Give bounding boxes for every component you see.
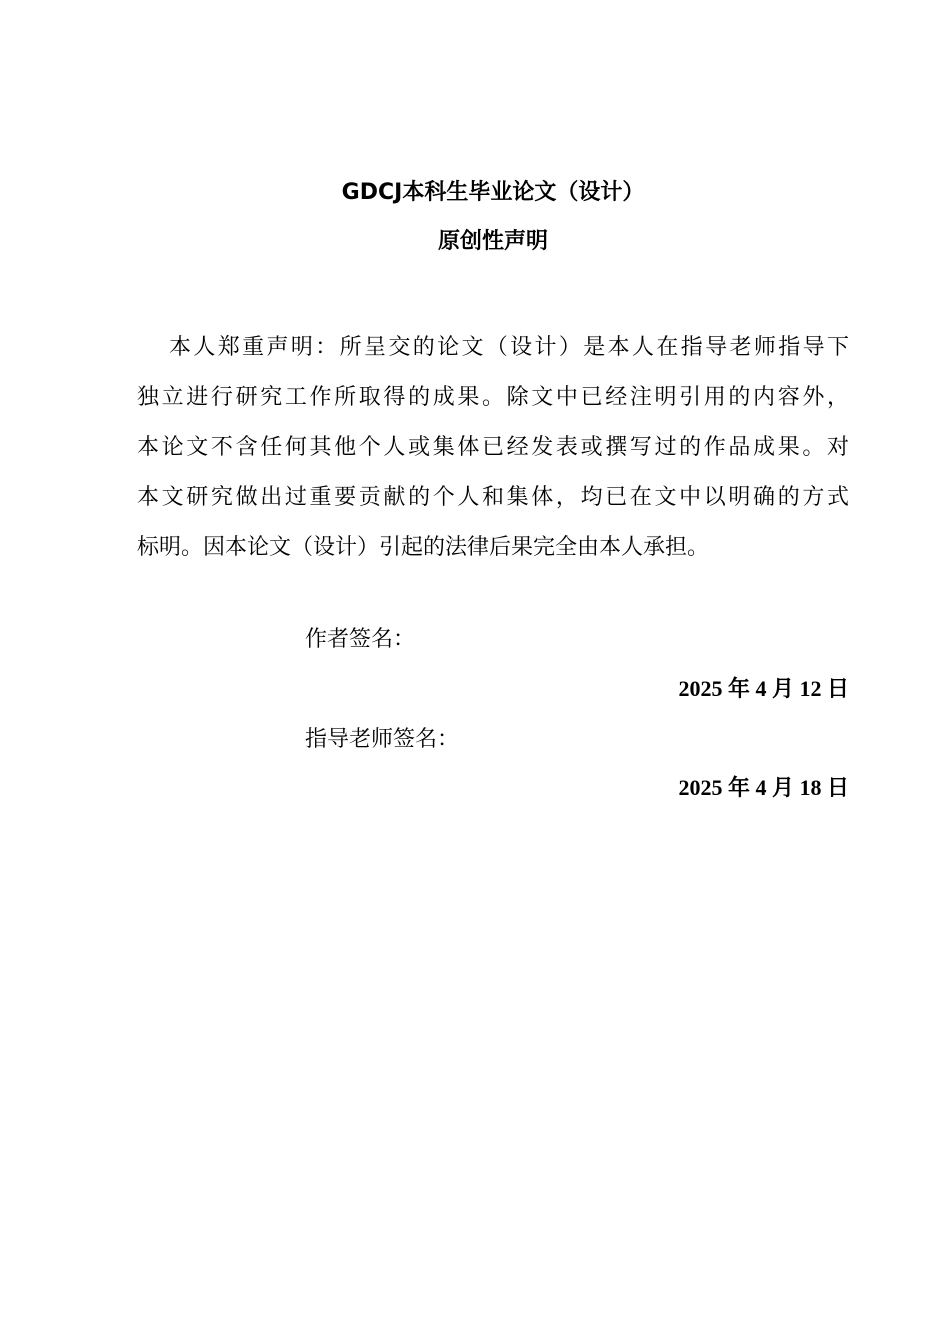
declaration-line: 本人郑重声明：所呈交的论文（设计）是本人在指导老师指导下	[169, 335, 849, 360]
document-subtitle: 原创性声明	[437, 229, 548, 254]
author-signature-date: 2025 年 4 月 12 日	[678, 676, 849, 701]
advisor-signature-label: 指导老师签名：	[305, 727, 460, 752]
declaration-paragraph	[137, 323, 849, 573]
author-signature-label: 作者签名：	[305, 627, 416, 652]
advisor-signature-date: 2025 年 4 月 18 日	[678, 775, 849, 800]
document-title: GDCJ本科生毕业论文（设计）	[341, 180, 645, 205]
declaration-line: 独立进行研究工作所取得的成果。除文中已经注明引用的内容外，	[137, 385, 849, 410]
declaration-line: 本论文不含任何其他个人或集体已经发表或撰写过的作品成果。对	[137, 435, 849, 460]
declaration-line: 标明。因本论文（设计）引起的法律后果完全由本人承担。	[137, 535, 710, 560]
declaration-line: 本文研究做出过重要贡献的个人和集体，均已在文中以明确的方式	[137, 485, 849, 510]
